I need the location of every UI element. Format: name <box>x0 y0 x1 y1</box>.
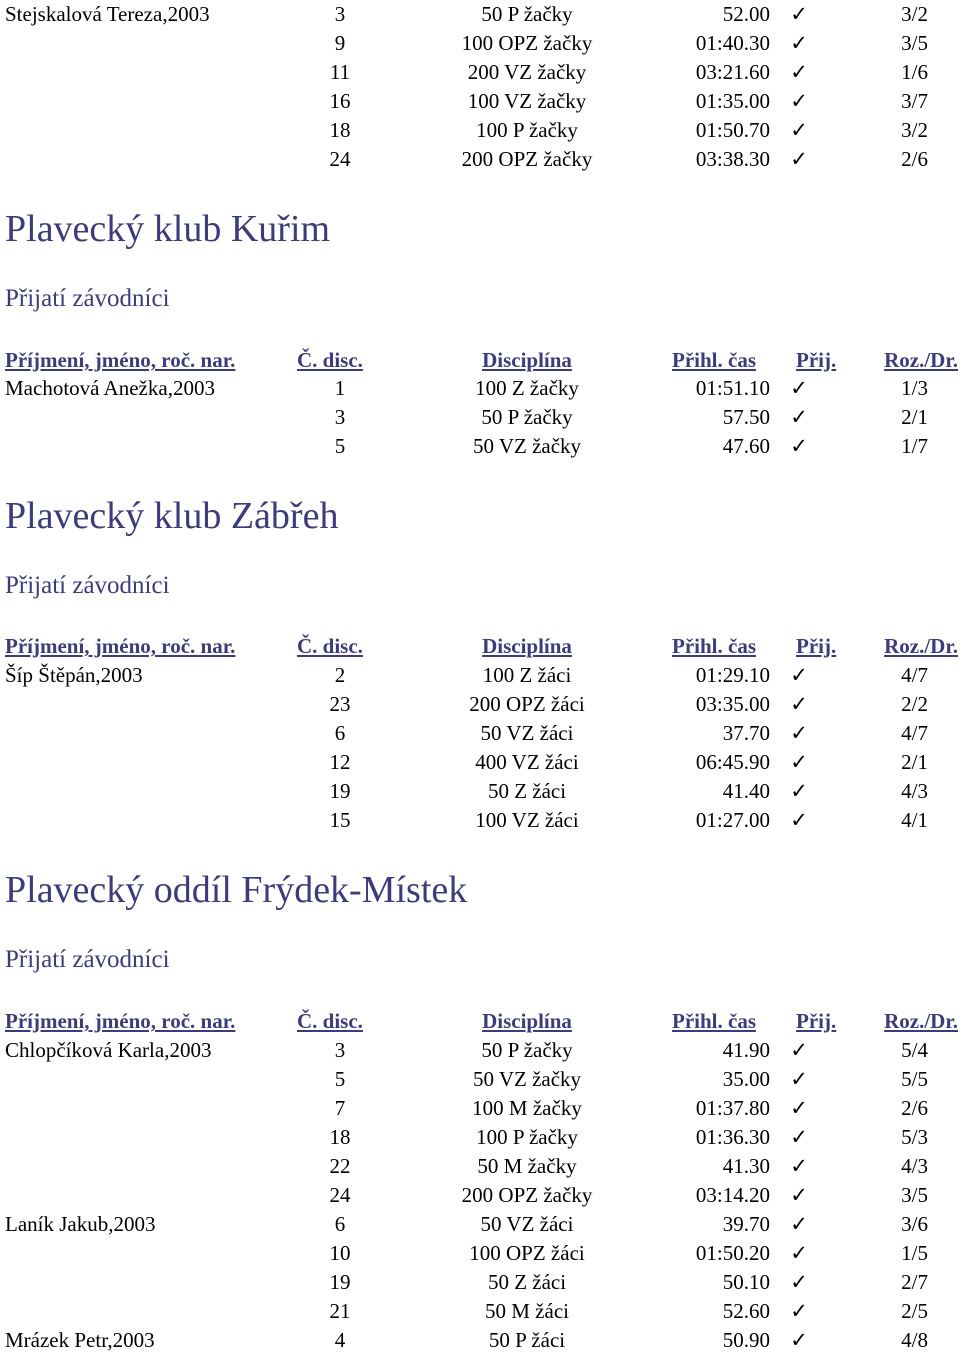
check-icon: ✓ <box>790 60 808 84</box>
header-name: Příjmení, jméno, roč. nar. <box>5 634 236 658</box>
discipline-number: 3 <box>334 405 346 429</box>
discipline-number: 2 <box>334 663 346 687</box>
heat-lane: 5/4 <box>901 1038 928 1062</box>
table-row <box>0 116 960 145</box>
discipline-number: 9 <box>334 31 346 55</box>
heat-lane: 4/7 <box>901 663 928 687</box>
swimmer-name: Laník Jakub,2003 <box>5 1212 156 1236</box>
header-heat: Roz./Dr. <box>884 348 958 372</box>
table-header <box>0 346 960 375</box>
club-title: Plavecký klub Kuřim <box>5 208 331 250</box>
heat-lane: 3/2 <box>901 118 928 142</box>
heat-lane: 1/3 <box>901 376 928 400</box>
discipline: 400 VZ žáci <box>475 750 579 774</box>
entry-time: 03:21.60 <box>695 60 770 84</box>
entry-time: 01:50.70 <box>695 118 770 142</box>
discipline: 100 OPZ žáci <box>469 1241 585 1265</box>
table-row <box>0 806 960 835</box>
heat-lane: 2/6 <box>901 147 928 171</box>
discipline-number: 3 <box>334 1038 346 1062</box>
header-heat: Roz./Dr. <box>884 634 958 658</box>
discipline: 50 Z žáci <box>487 779 567 803</box>
check-icon: ✓ <box>790 1241 808 1265</box>
discipline: 50 M žačky <box>477 1154 577 1178</box>
table-row <box>0 1123 960 1152</box>
discipline-number: 24 <box>329 147 351 171</box>
discipline: 100 VZ žáci <box>475 808 579 832</box>
discipline: 50 P žačky <box>481 1038 573 1062</box>
club-title: Plavecký klub Zábřeh <box>5 495 339 537</box>
heat-lane: 5/3 <box>901 1125 928 1149</box>
discipline-number: 24 <box>329 1183 351 1207</box>
heat-lane: 5/5 <box>901 1067 928 1091</box>
heat-lane: 2/7 <box>901 1270 928 1294</box>
heat-lane: 4/7 <box>901 721 928 745</box>
entry-time: 57.50 <box>722 405 770 429</box>
table-row <box>0 1065 960 1094</box>
table-row <box>0 432 960 461</box>
header-discipline: Disciplína <box>482 634 572 658</box>
discipline: 50 Z žáci <box>487 1270 567 1294</box>
table-row <box>0 58 960 87</box>
entry-time: 41.40 <box>722 779 770 803</box>
discipline-number: 15 <box>329 808 351 832</box>
discipline: 200 OPZ žačky <box>461 1183 593 1207</box>
check-icon: ✓ <box>790 1067 808 1091</box>
entry-time: 35.00 <box>722 1067 770 1091</box>
heat-lane: 1/5 <box>901 1241 928 1265</box>
check-icon: ✓ <box>790 692 808 716</box>
table-row <box>0 403 960 432</box>
discipline: 50 VZ žáci <box>480 721 574 745</box>
check-icon: ✓ <box>790 663 808 687</box>
discipline: 50 M žáci <box>485 1299 569 1323</box>
table-row <box>0 661 960 690</box>
check-icon: ✓ <box>790 1154 808 1178</box>
table-row <box>0 1210 960 1239</box>
table-row <box>0 1036 960 1065</box>
section-subtitle: Přijatí závodníci <box>5 946 170 973</box>
discipline-number: 19 <box>329 779 351 803</box>
swimmer-name: Stejskalová Tereza,2003 <box>5 2 210 26</box>
table-row <box>0 29 960 58</box>
entry-time: 52.00 <box>722 2 770 26</box>
heat-lane: 2/1 <box>901 750 928 774</box>
entry-time: 01:27.00 <box>695 808 770 832</box>
heat-lane: 4/3 <box>901 779 928 803</box>
discipline-number: 6 <box>334 1212 346 1236</box>
check-icon: ✓ <box>790 1125 808 1149</box>
header-name: Příjmení, jméno, roč. nar. <box>5 1009 236 1033</box>
entry-time: 01:50.20 <box>695 1241 770 1265</box>
header-accepted: Přij. <box>796 1009 837 1033</box>
discipline-number: 23 <box>329 692 351 716</box>
table-row <box>0 1094 960 1123</box>
header-heat: Roz./Dr. <box>884 1009 958 1033</box>
discipline: 50 P žačky <box>481 405 573 429</box>
header-time: Přihl. čas <box>672 1009 756 1033</box>
discipline: 50 VZ žáci <box>480 1212 574 1236</box>
swimmer-name: Mrázek Petr,2003 <box>5 1328 155 1352</box>
table-row <box>0 1152 960 1181</box>
club-title: Plavecký oddíl Frýdek-Místek <box>5 869 468 911</box>
header-time: Přihl. čas <box>672 634 756 658</box>
entry-time: 01:37.80 <box>695 1096 770 1120</box>
swimmer-name: Chlopčíková Karla,2003 <box>5 1038 212 1062</box>
entry-time: 52.60 <box>722 1299 770 1323</box>
swimmer-name: Šíp Štěpán,2003 <box>5 663 143 687</box>
check-icon: ✓ <box>790 1183 808 1207</box>
header-accepted: Přij. <box>796 634 837 658</box>
header-accepted: Přij. <box>796 348 837 372</box>
check-icon: ✓ <box>790 1212 808 1236</box>
discipline-number: 5 <box>334 1067 346 1091</box>
check-icon: ✓ <box>790 376 808 400</box>
header-name: Příjmení, jméno, roč. nar. <box>5 348 236 372</box>
discipline-number: 4 <box>334 1328 346 1352</box>
entry-time: 41.90 <box>722 1038 770 1062</box>
table-row <box>0 1181 960 1210</box>
table-row <box>0 719 960 748</box>
check-icon: ✓ <box>790 750 808 774</box>
heat-lane: 3/5 <box>901 1183 928 1207</box>
table-row <box>0 748 960 777</box>
entry-time: 37.70 <box>722 721 770 745</box>
discipline: 50 P žáci <box>488 1328 566 1352</box>
check-icon: ✓ <box>790 1328 808 1352</box>
discipline-number: 11 <box>329 60 351 84</box>
discipline: 100 P žačky <box>476 118 578 142</box>
entry-time: 47.60 <box>722 434 770 458</box>
check-icon: ✓ <box>790 1038 808 1062</box>
discipline: 100 Z žačky <box>475 376 579 400</box>
swimmer-name: Machotová Anežka,2003 <box>5 376 215 400</box>
discipline: 100 P žačky <box>476 1125 578 1149</box>
entry-time: 06:45.90 <box>695 750 770 774</box>
table-row <box>0 1268 960 1297</box>
entry-time: 50.10 <box>722 1270 770 1294</box>
entry-time: 01:51.10 <box>695 376 770 400</box>
heat-lane: 4/8 <box>901 1328 928 1352</box>
entry-time: 03:38.30 <box>695 147 770 171</box>
discipline-number: 7 <box>334 1096 346 1120</box>
heat-lane: 1/6 <box>901 60 928 84</box>
heat-lane: 4/1 <box>901 808 928 832</box>
check-icon: ✓ <box>790 1270 808 1294</box>
table-row <box>0 1326 960 1355</box>
discipline-number: 19 <box>329 1270 351 1294</box>
discipline: 50 VZ žačky <box>472 1067 582 1091</box>
heat-lane: 2/2 <box>901 692 928 716</box>
section-subtitle: Přijatí závodníci <box>5 285 170 312</box>
check-icon: ✓ <box>790 31 808 55</box>
table-row <box>0 690 960 719</box>
check-icon: ✓ <box>790 779 808 803</box>
check-icon: ✓ <box>790 405 808 429</box>
entry-time: 01:35.00 <box>695 89 770 113</box>
discipline-number: 3 <box>334 2 346 26</box>
discipline-number: 18 <box>329 118 351 142</box>
check-icon: ✓ <box>790 89 808 113</box>
check-icon: ✓ <box>790 1096 808 1120</box>
header-discipline: Disciplína <box>482 1009 572 1033</box>
heat-lane: 3/2 <box>901 2 928 26</box>
table-row <box>0 777 960 806</box>
table-row <box>0 87 960 116</box>
discipline-number: 1 <box>334 376 346 400</box>
header-number: Č. disc. <box>297 348 363 372</box>
discipline: 200 VZ žačky <box>467 60 587 84</box>
header-number: Č. disc. <box>297 1009 363 1033</box>
discipline: 100 OPZ žačky <box>461 31 593 55</box>
heat-lane: 2/5 <box>901 1299 928 1323</box>
entry-time: 39.70 <box>722 1212 770 1236</box>
check-icon: ✓ <box>790 808 808 832</box>
discipline: 50 P žačky <box>481 2 573 26</box>
discipline: 200 OPZ žačky <box>461 147 593 171</box>
heat-lane: 3/5 <box>901 31 928 55</box>
discipline-number: 10 <box>329 1241 351 1265</box>
table-row <box>0 374 960 403</box>
discipline-number: 5 <box>334 434 346 458</box>
discipline-number: 6 <box>334 721 346 745</box>
table-header <box>0 1007 960 1036</box>
discipline-number: 12 <box>329 750 351 774</box>
table-header <box>0 632 960 661</box>
discipline-number: 22 <box>329 1154 351 1178</box>
check-icon: ✓ <box>790 118 808 142</box>
discipline-number: 21 <box>329 1299 351 1323</box>
entry-time: 41.30 <box>722 1154 770 1178</box>
table-row <box>0 1297 960 1326</box>
discipline-number: 16 <box>329 89 351 113</box>
entry-time: 01:29.10 <box>695 663 770 687</box>
discipline: 100 M žačky <box>472 1096 582 1120</box>
check-icon: ✓ <box>790 721 808 745</box>
discipline: 100 Z žáci <box>482 663 572 687</box>
header-number: Č. disc. <box>297 634 363 658</box>
check-icon: ✓ <box>790 434 808 458</box>
heat-lane: 1/7 <box>901 434 928 458</box>
table-row <box>0 0 960 29</box>
discipline: 100 VZ žačky <box>467 89 587 113</box>
entry-time: 50.90 <box>722 1328 770 1352</box>
entry-time: 03:14.20 <box>695 1183 770 1207</box>
entry-time: 01:36.30 <box>695 1125 770 1149</box>
check-icon: ✓ <box>790 147 808 171</box>
section-subtitle: Přijatí závodníci <box>5 572 170 599</box>
discipline-number: 18 <box>329 1125 351 1149</box>
discipline: 200 OPZ žáci <box>469 692 585 716</box>
table-row <box>0 145 960 174</box>
heat-lane: 2/1 <box>901 405 928 429</box>
check-icon: ✓ <box>790 1299 808 1323</box>
entry-time: 03:35.00 <box>695 692 770 716</box>
heat-lane: 3/6 <box>901 1212 928 1236</box>
discipline: 50 VZ žačky <box>472 434 582 458</box>
header-time: Přihl. čas <box>672 348 756 372</box>
table-row <box>0 1239 960 1268</box>
heat-lane: 2/6 <box>901 1096 928 1120</box>
heat-lane: 3/7 <box>901 89 928 113</box>
heat-lane: 4/3 <box>901 1154 928 1178</box>
check-icon: ✓ <box>790 2 808 26</box>
header-discipline: Disciplína <box>482 348 572 372</box>
entry-time: 01:40.30 <box>695 31 770 55</box>
